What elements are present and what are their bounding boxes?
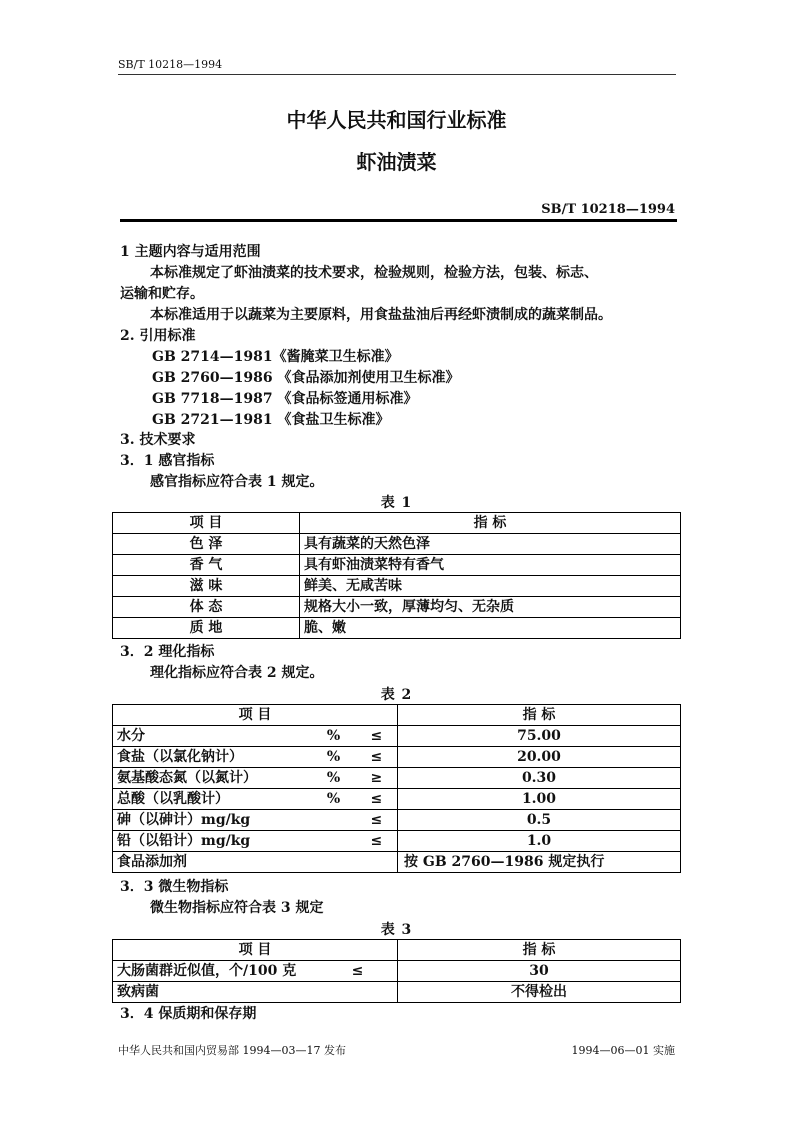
table-cell: 食品添加剂 <box>113 852 323 873</box>
table-cell: 氨基酸态氮（以氮计） <box>113 768 323 789</box>
table-header-row <box>113 940 681 961</box>
unit-cell <box>323 810 356 831</box>
unit-cell: % <box>323 768 356 789</box>
document-title: 中华人民共和国行业标准 <box>286 108 507 132</box>
footer-issued: 中华人民共和国内贸易部 1994—03—17 发布 <box>118 1044 346 1057</box>
header-code: SB/T 10218—1994 <box>118 58 223 71</box>
table-cell: 水分 <box>113 726 323 747</box>
section-3-1-text: 感官指标应符合表 1 规定。 <box>150 474 324 490</box>
table-header-cell: 项 目 <box>113 940 398 961</box>
table-row <box>113 831 681 852</box>
table-row <box>113 747 681 768</box>
table-cell: 0.30 <box>398 768 681 789</box>
reference-item: GB 2714—1981《酱腌菜卫生标准》 <box>152 349 399 365</box>
section-3-heading: 3. 技术要求 <box>120 432 196 448</box>
table-header-cell: 指 标 <box>300 513 681 534</box>
section-3-4-heading: 3．4 保质期和保存期 <box>120 1006 257 1022</box>
table-header-cell: 项 目 <box>113 705 398 726</box>
title-rule <box>120 219 677 222</box>
operator-cell: ≥ <box>356 768 398 789</box>
section-3-2-heading: 3．2 理化指标 <box>120 644 215 660</box>
document-subtitle: 虾油渍菜 <box>356 150 437 174</box>
header-rule <box>118 74 676 75</box>
section-2-heading: 2. 引用标准 <box>120 328 196 344</box>
table-cell: 总酸（以乳酸计） <box>113 789 323 810</box>
table-cell: 大肠菌群近似值，个/100 克 <box>113 961 348 982</box>
section-3-2-text: 理化指标应符合表 2 规定。 <box>150 665 324 681</box>
table-cell: 致病菌 <box>113 982 348 1003</box>
section-3-3-text: 微生物指标应符合表 3 规定 <box>150 900 324 916</box>
table-row <box>113 534 681 555</box>
table-cell: 香 气 <box>113 555 300 576</box>
table-cell: 砷（以砷计）mg/kg <box>113 810 323 831</box>
table-cell: 具有虾油渍菜特有香气 <box>300 555 681 576</box>
operator-cell: ≤ <box>356 789 398 810</box>
unit-cell <box>323 831 356 852</box>
footer-effective: 1994—06—01 实施 <box>571 1044 675 1057</box>
unit-cell: % <box>323 726 356 747</box>
table-cell: 1.00 <box>398 789 681 810</box>
operator-cell <box>356 852 398 873</box>
unit-cell: % <box>323 789 356 810</box>
table-header-cell: 指 标 <box>398 940 681 961</box>
operator-cell <box>348 982 398 1003</box>
operator-cell: ≤ <box>356 726 398 747</box>
table-header-row <box>113 705 681 726</box>
unit-cell <box>323 852 356 873</box>
table-row <box>113 618 681 639</box>
table-cell: 色 泽 <box>113 534 300 555</box>
table-cell: 1.0 <box>398 831 681 852</box>
table-row <box>113 789 681 810</box>
table-cell: 体 态 <box>113 597 300 618</box>
table-3-caption: 表 3 <box>380 922 413 938</box>
section-1-para-1b: 运输和贮存。 <box>120 286 204 302</box>
table-cell: 铅（以铅计）mg/kg <box>113 831 323 852</box>
table-cell: 质 地 <box>113 618 300 639</box>
table-cell: 规格大小一致，厚薄均匀、无杂质 <box>300 597 681 618</box>
section-1-heading: 1 主题内容与适用范围 <box>120 244 261 260</box>
operator-cell: ≤ <box>348 961 398 982</box>
table-row <box>113 810 681 831</box>
table-row <box>113 982 681 1003</box>
table-header-row <box>113 513 681 534</box>
table-row <box>113 961 681 982</box>
table-1-caption: 表 1 <box>380 495 413 511</box>
table-cell: 鲜美、无咸苦味 <box>300 576 681 597</box>
operator-cell: ≤ <box>356 810 398 831</box>
reference-item: GB 7718—1987 《食品标签通用标准》 <box>152 391 418 407</box>
table-row <box>113 597 681 618</box>
section-1-para-2: 本标准适用于以蔬菜为主要原料，用食盐盐油后再经虾渍制成的蔬菜制品。 <box>150 307 612 323</box>
table-3 <box>112 939 681 1003</box>
standard-number: SB/T 10218—1994 <box>541 202 675 217</box>
reference-item: GB 2760—1986 《食品添加剂使用卫生标准》 <box>152 370 460 386</box>
table-cell: 按 GB 2760—1986 规定执行 <box>398 852 681 873</box>
reference-item: GB 2721—1981 《食盐卫生标准》 <box>152 412 390 428</box>
table-1 <box>112 512 681 639</box>
table-cell: 75.00 <box>398 726 681 747</box>
table-cell: 30 <box>398 961 681 982</box>
table-cell: 20.00 <box>398 747 681 768</box>
operator-cell: ≤ <box>356 747 398 768</box>
table-cell: 0.5 <box>398 810 681 831</box>
table-row <box>113 555 681 576</box>
table-cell: 具有蔬菜的天然色泽 <box>300 534 681 555</box>
section-1-para-1a: 本标准规定了虾油渍菜的技术要求，检验规则，检验方法，包装、标志、 <box>150 265 598 281</box>
table-cell: 不得检出 <box>398 982 681 1003</box>
table-cell: 食盐（以氯化钠计） <box>113 747 323 768</box>
table-2-caption: 表 2 <box>380 687 413 703</box>
unit-cell: % <box>323 747 356 768</box>
table-2 <box>112 704 681 873</box>
table-row <box>113 768 681 789</box>
table-row <box>113 726 681 747</box>
table-row <box>113 852 681 873</box>
table-cell: 滋 味 <box>113 576 300 597</box>
section-3-3-heading: 3．3 微生物指标 <box>120 879 229 895</box>
table-header-cell: 指 标 <box>398 705 681 726</box>
section-3-1-heading: 3．1 感官指标 <box>120 453 215 469</box>
operator-cell: ≤ <box>356 831 398 852</box>
table-header-cell: 项 目 <box>113 513 300 534</box>
table-cell: 脆、嫩 <box>300 618 681 639</box>
table-row <box>113 576 681 597</box>
